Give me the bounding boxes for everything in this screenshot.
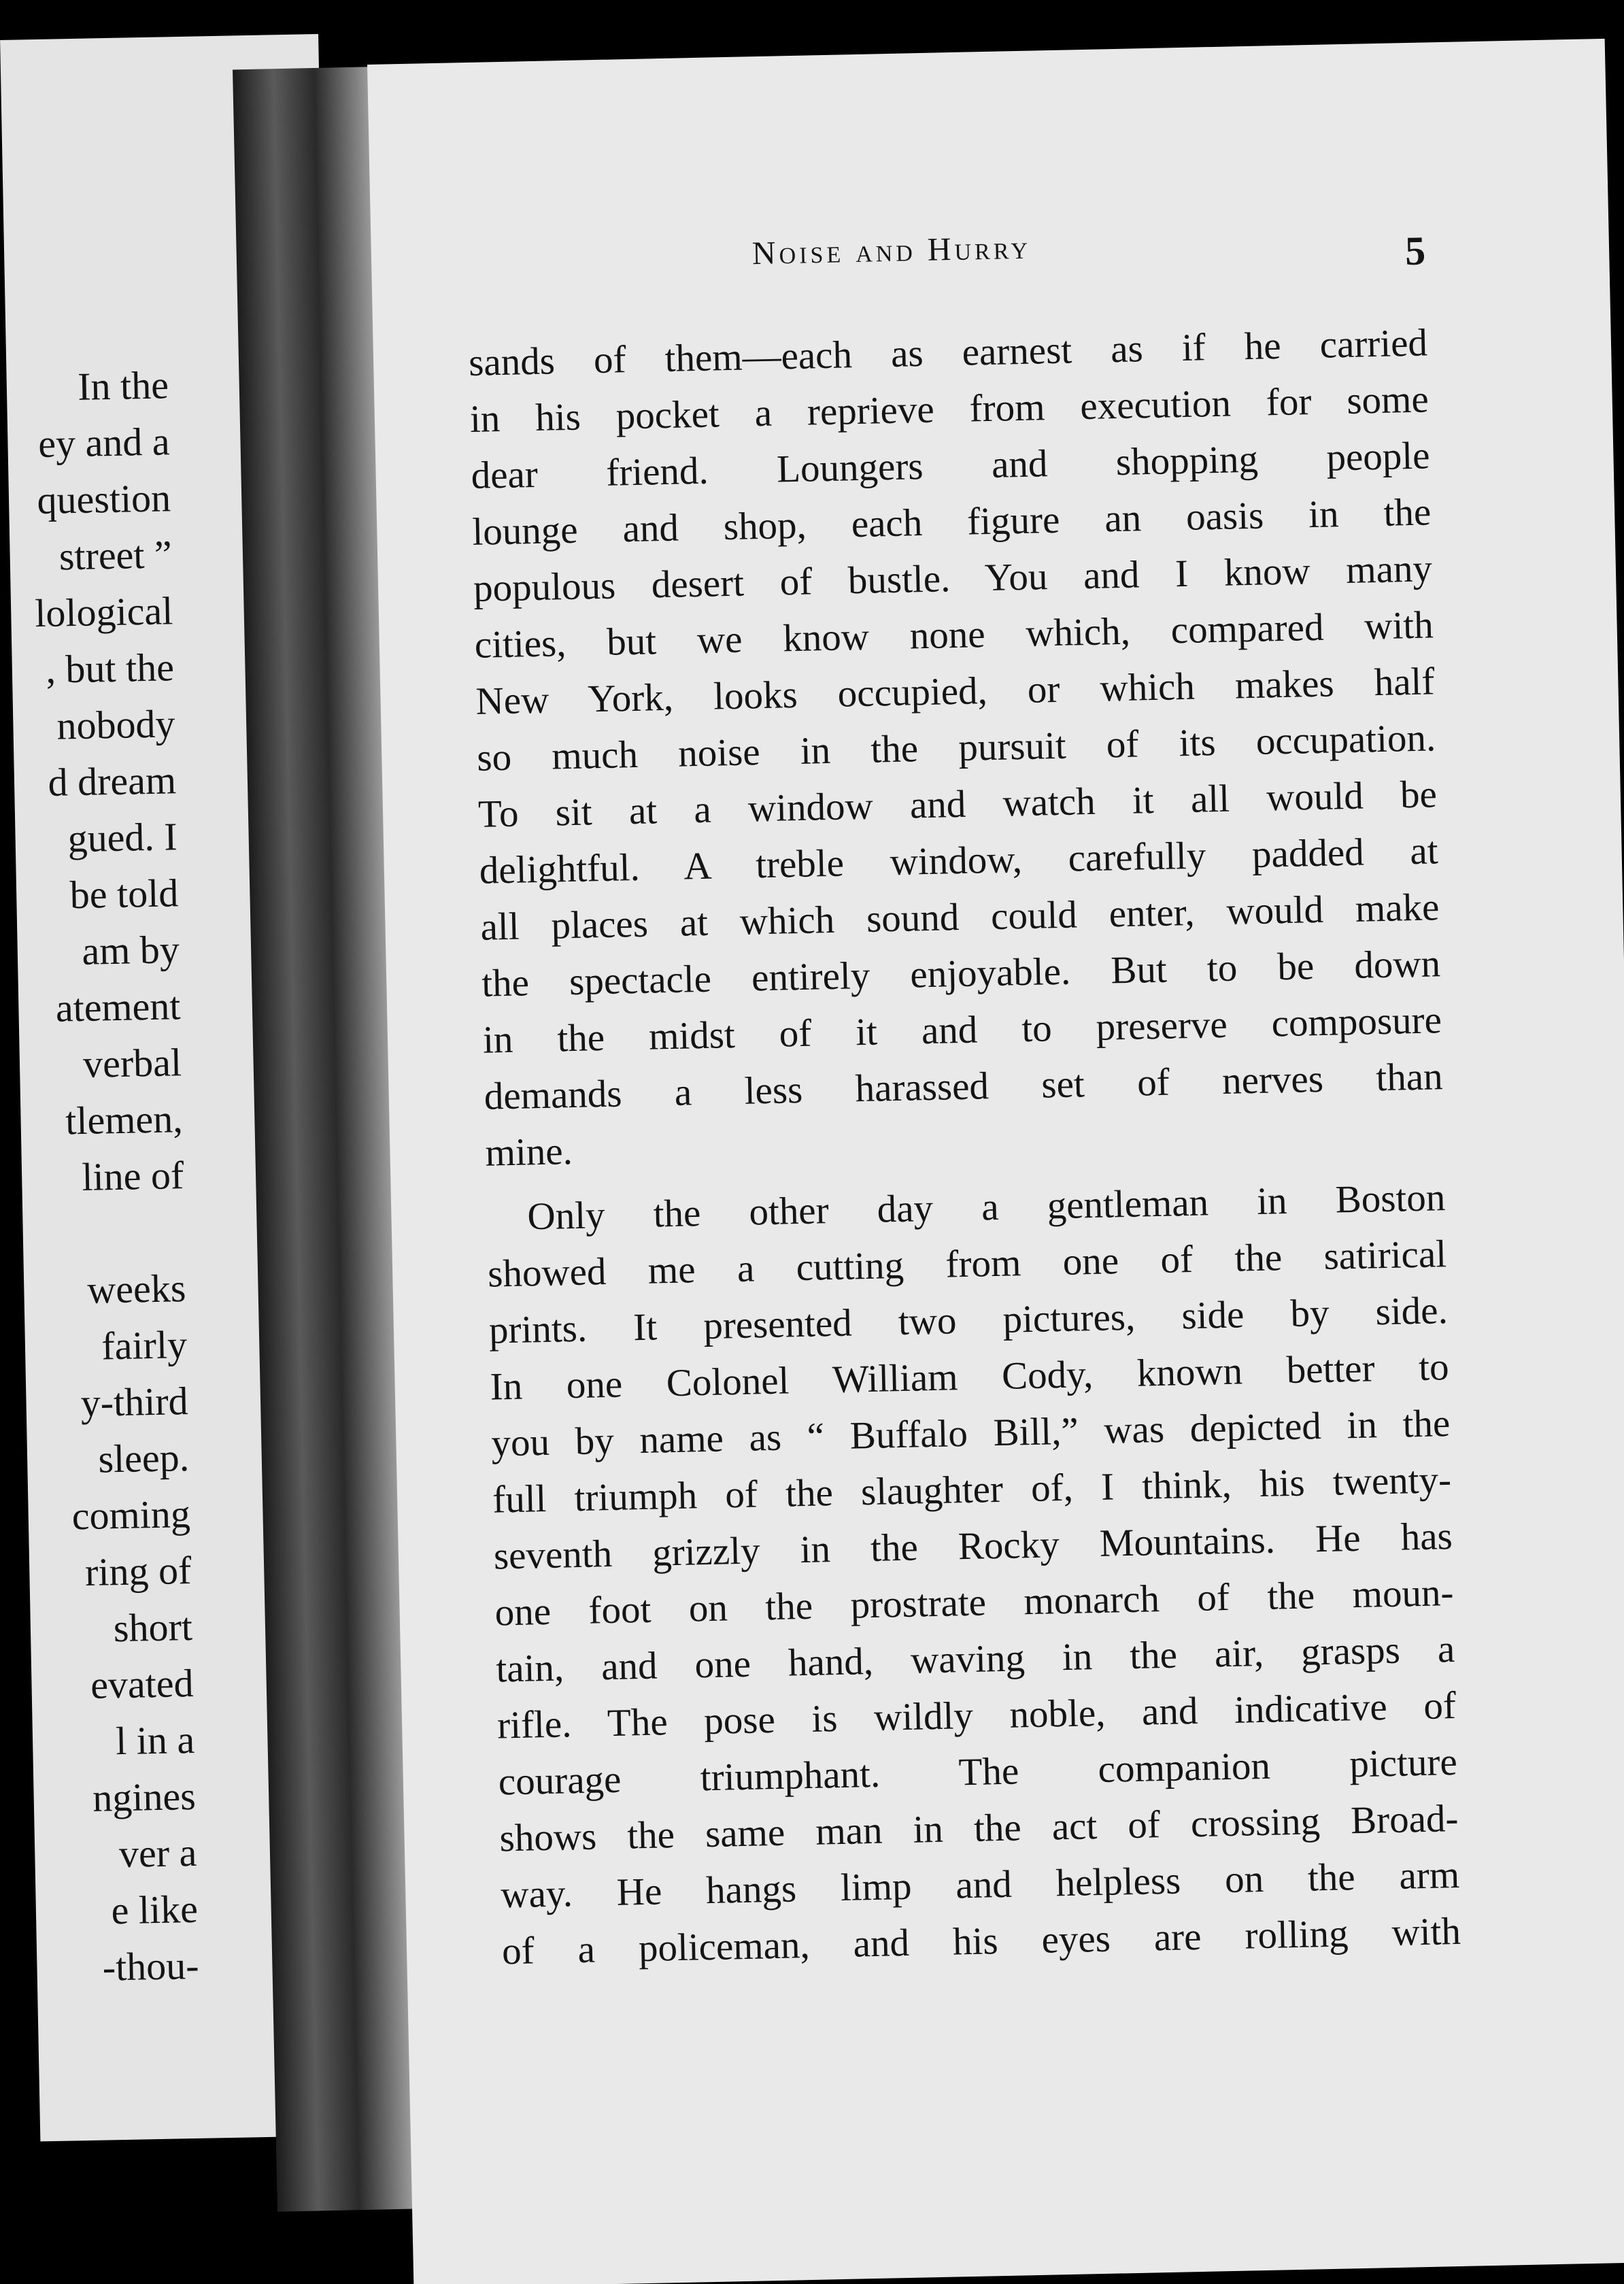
left-line: ey and a — [37, 419, 171, 467]
left-line: am by — [81, 927, 180, 973]
text-line: one foot on the prostrate monarch of the moun- — [494, 1571, 1455, 1634]
left-line: In the — [77, 363, 169, 409]
left-page-text — [0, 356, 199, 2000]
text-line: in the midst of it and to preserve composure — [482, 998, 1442, 1062]
left-line: ver a — [118, 1830, 197, 1877]
left-line: street ” — [58, 532, 173, 579]
text-line: delightful. A treble window, carefully padded at — [479, 829, 1439, 892]
text-line: all places at which sound could enter, would make — [479, 886, 1440, 949]
text-line: of a policeman, and his eyes are rolling with — [501, 1909, 1461, 1973]
text-line: To sit at a window and watch it all would be — [477, 773, 1438, 836]
text-line: showed me a cutting from one of the satirical — [487, 1232, 1447, 1296]
body-text — [468, 314, 1461, 1979]
left-line: verbal — [82, 1040, 182, 1086]
paragraph-2 — [486, 1169, 1461, 1979]
text-line: seventh grizzly in the Rocky Mountains. He has — [493, 1515, 1453, 1578]
left-line: short — [113, 1604, 193, 1651]
page-header — [466, 220, 1425, 295]
left-line: fairly — [101, 1322, 188, 1368]
right-page — [367, 39, 1624, 2284]
left-line: ngines — [92, 1773, 197, 1820]
left-line: d dream — [48, 758, 177, 805]
text-line: sands of them—each as earnest as if he carried — [468, 321, 1428, 384]
left-line: question — [36, 475, 171, 523]
text-line: lounge and shop, each figure an oasis in the — [471, 490, 1432, 554]
text-line: populous desert of bustle. You and I know many — [473, 547, 1433, 610]
text-line: so much noise in the pursuit of its occupation. — [476, 716, 1436, 779]
text-line: the spectacle entirely enjoyable. But to be down — [481, 942, 1441, 1005]
left-line: lological — [34, 588, 173, 636]
text-line: Only the other day a gentleman in Boston — [526, 1176, 1446, 1239]
left-line: -thou- — [102, 1943, 200, 1989]
left-line: e like — [111, 1886, 199, 1933]
left-line: sleep. — [97, 1435, 190, 1481]
left-line: ring of — [84, 1548, 192, 1594]
text-line: courage triumphant. The companion picture — [498, 1740, 1458, 1804]
text-line: way. He hangs limp and helpless on the arm — [500, 1853, 1460, 1917]
left-line: , but the — [45, 645, 175, 692]
text-line: In one Colonel William Cody, known better to — [490, 1345, 1450, 1409]
text-line: full triumph of the slaughter of, I think, his twenty- — [492, 1458, 1452, 1522]
text-line: tain, and one hand, waving in the air, grasps a — [495, 1628, 1455, 1691]
left-line: coming — [71, 1492, 191, 1539]
text-line: rifle. The pose is wildly noble, and indicative of — [496, 1684, 1457, 1747]
left-line: atement — [55, 984, 182, 1030]
left-line: line of — [81, 1153, 184, 1199]
left-line: weeks — [86, 1266, 186, 1312]
left-line: nobody — [56, 701, 176, 748]
text-line: cities, but we know none which, compared with — [474, 603, 1434, 667]
left-line: be told — [69, 871, 179, 918]
text-line: dear friend. Loungers and shopping people — [471, 434, 1431, 497]
text-line: shows the same man in the act of crossing Broad- — [499, 1796, 1459, 1860]
text-line: mine. — [484, 1130, 573, 1175]
left-line: y-third — [80, 1379, 189, 1426]
text-line: demands a less harassed set of nerves than — [484, 1055, 1444, 1118]
left-line: gued. I — [67, 814, 178, 861]
text-line: prints. It presented two pictures, side by side. — [488, 1289, 1449, 1352]
page-number: 5 — [1404, 228, 1426, 274]
paragraph-1 — [468, 314, 1444, 1181]
left-line-gap — [0, 1203, 185, 1266]
left-line: tlemen, — [65, 1096, 184, 1143]
text-line: you by name as “ Buffalo Bill,” was depicted in the — [490, 1402, 1451, 1465]
left-line: evated — [90, 1660, 194, 1707]
text-line: New York, looks occupied, or which makes half — [475, 660, 1435, 723]
text-line: in his pocket a reprieve from execution for some — [469, 377, 1430, 441]
running-title: Noise and Hurry — [751, 229, 1032, 272]
left-line: l in a — [115, 1717, 195, 1764]
